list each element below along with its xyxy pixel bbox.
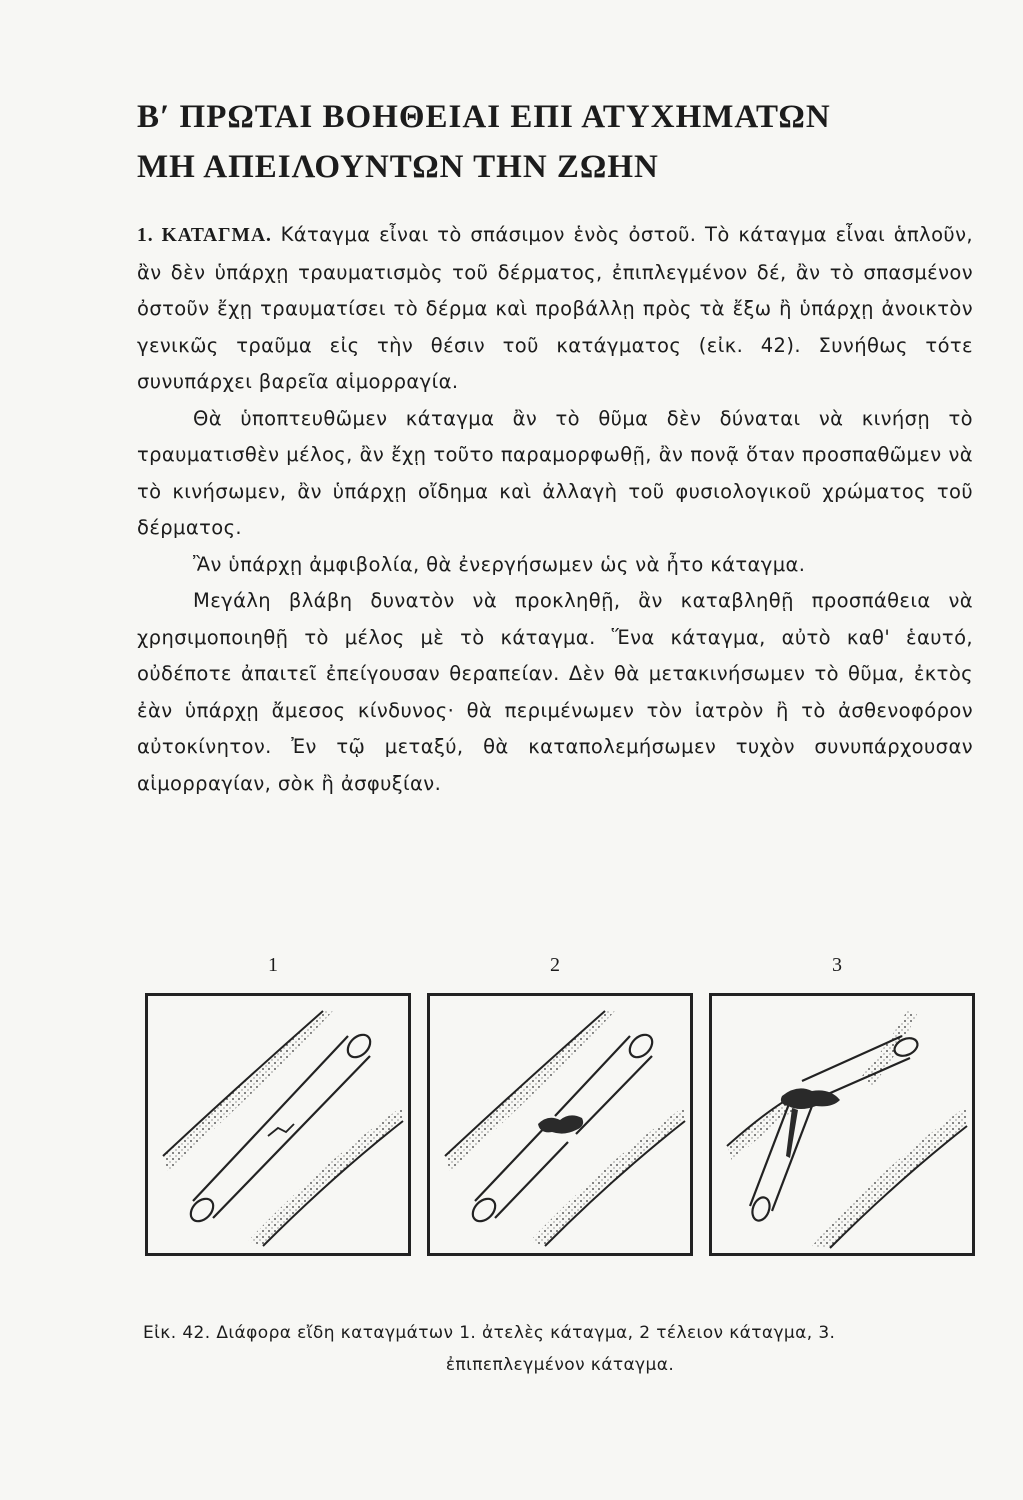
section-body [137, 217, 973, 802]
caption-line-2: ἐπιπεπλεγμένον κάταγμα. [445, 1355, 675, 1375]
figure-panel-complete-fracture [427, 993, 693, 1256]
skin-upper-shading [445, 1011, 615, 1171]
caption-line-1: Εἰκ. 42. Διάφορα εἴδη καταγμάτων 1. ἀτελὲς κάταγμα, 2 τέλειον κάταγμα, 3. [143, 1323, 836, 1343]
figure-panel-incomplete-fracture [145, 993, 411, 1256]
figure-number-3: 3 [832, 954, 842, 976]
paragraph-1 [137, 217, 973, 401]
section-label: 1. ΚΑΤΑΓΜΑ. [137, 225, 272, 246]
paragraph-1-text: Κάταγμα εἶναι τὸ σπάσιμον ἑνὸς ὀστοῦ. Τὸ κάταγμα εἶναι ἁπλοῦν, ἂν δὲν ὑπάρχῃ τραυματισμὸς τοῦ δέρματος, ἐπιπλεγμένον δέ, ἂν τὸ σπασμένον ὀστοῦν ἔχῃ τραυματίσει τὸ δέρμα καὶ προβάλλῃ πρὸς τὰ ἔξω ἢ ὑπάρχῃ ἀνοικτὸν γενικῶς τραῦμα εἰς τὴν θέσιν τοῦ κατάγματος (εἰκ. 42). Συνήθως τότε συνυπάρχει βαρεῖα αἱμορραγία. [137, 223, 973, 393]
figure-caption [140, 1317, 980, 1381]
paragraph-3: Ἂν ὑπάρχῃ ἀμφιβολία, θὰ ἐνεργήσωμεν ὡς νὰ ἦτο κάταγμα. [193, 552, 806, 576]
figure-number-2: 2 [550, 954, 560, 976]
heading-line-2: ΜΗ ΑΠΕΙΛΟΥΝΤΩΝ ΤΗΝ ΖΩΗΝ [137, 149, 659, 185]
figure-panel-compound-fracture [709, 993, 975, 1256]
paragraph-2: Θὰ ὑποπτευθῶμεν κάταγμα ἂν τὸ θῦμα δὲν δύναται νὰ κινήσῃ τὸ τραυματισθὲν μέλος, ἂν ἔχῃ τοῦτο παραμορφωθῇ, ἂν πονᾷ ὅταν προσπαθῶμεν νὰ τὸ κινήσωμεν, ἂν ὑπάρχῃ οἴδημα καὶ ἀλλαγὴ τοῦ φυσιολογικοῦ χρώματος τοῦ δέρματος. [137, 406, 973, 539]
paragraph-4: Μεγάλη βλάβη δυνατὸν νὰ προκληθῇ, ἂν καταβληθῇ προσπάθεια νὰ χρησιμοποιηθῇ τὸ μέλος μὲ τὸ κάταγμα. Ἕνα κάταγμα, αὐτὸ καθ' ἑαυτό, οὐδέποτε ἀπαιτεῖ ἐπείγουσαν θεραπείαν. Δὲν θὰ μετακινήσωμεν τὸ θῦμα, ἐκτὸς ἐὰν ὑπάρχῃ ἄμεσος κίνδυνος· θὰ περιμένωμεν τὸν ἰατρὸν ἢ τὸ ἀσθενοφόρον αὐτοκίνητον. Ἐν τῷ μεταξύ, θὰ καταπολεμήσωμεν τυχὸν συνυπάρχουσαν αἱμορραγίαν, σὸκ ἢ ἀσφυξίαν. [137, 589, 973, 795]
blood-spot [538, 1115, 583, 1133]
chapter-heading [137, 92, 917, 192]
incomplete-fracture-illustration [148, 996, 408, 1253]
skin-upper-shading [163, 1011, 333, 1171]
skin-lower-shading [248, 1106, 403, 1246]
heading-line-1: Β′ ΠΡΩΤΑΙ ΒΟΗΘΕΙΑΙ ΕΠΙ ΑΤΥΧΗΜΑΤΩΝ [137, 99, 831, 135]
crack-line [268, 1124, 294, 1136]
complete-fracture-illustration [430, 996, 690, 1253]
skin-lower-shading [812, 1106, 967, 1248]
figure-number-1: 1 [268, 954, 278, 976]
compound-fracture-illustration [712, 996, 972, 1253]
